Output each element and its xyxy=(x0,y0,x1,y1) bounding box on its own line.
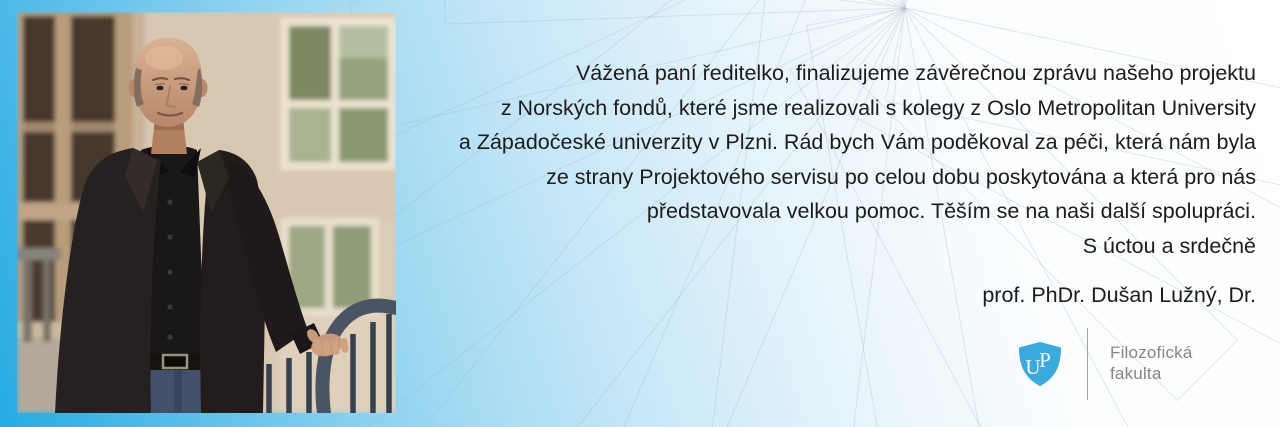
monogram-p: P xyxy=(1039,348,1051,372)
quote-line-6: S úctou a srdečně xyxy=(1082,233,1256,258)
testimonial-quote xyxy=(416,56,1256,312)
quote-line-3: a Západočeské univerzity v Plzni. Rád bych Vám poděkoval za péči, která nám byla xyxy=(458,130,1256,155)
logo-divider xyxy=(1087,328,1088,400)
quote-line-5: představovala velkou pomoc. Těším se na naši další spolupráci. xyxy=(646,199,1256,224)
monogram-u: U xyxy=(1025,355,1041,379)
portrait-photo xyxy=(17,12,396,413)
faculty-name-line2: fakulta xyxy=(1110,363,1162,383)
university-logo xyxy=(1018,328,1193,400)
faculty-name xyxy=(1110,328,1193,384)
faculty-name-line1: Filozofická xyxy=(1110,343,1193,362)
quote-line-2: z Norských fondů, které jsme realizovali s kolegy z Oslo Metropolitan University xyxy=(500,95,1256,120)
quote-line-1: Vážená paní ředitelko, finalizujeme závěrečnou zprávu našeho projektu xyxy=(575,61,1256,85)
up-shield-icon xyxy=(1018,341,1062,387)
signature: prof. PhDr. Dušan Lužný, Dr. xyxy=(982,282,1256,307)
quote-line-4: ze strany Projektového servisu po celou dobu poskytována a která pro nás xyxy=(546,164,1256,189)
